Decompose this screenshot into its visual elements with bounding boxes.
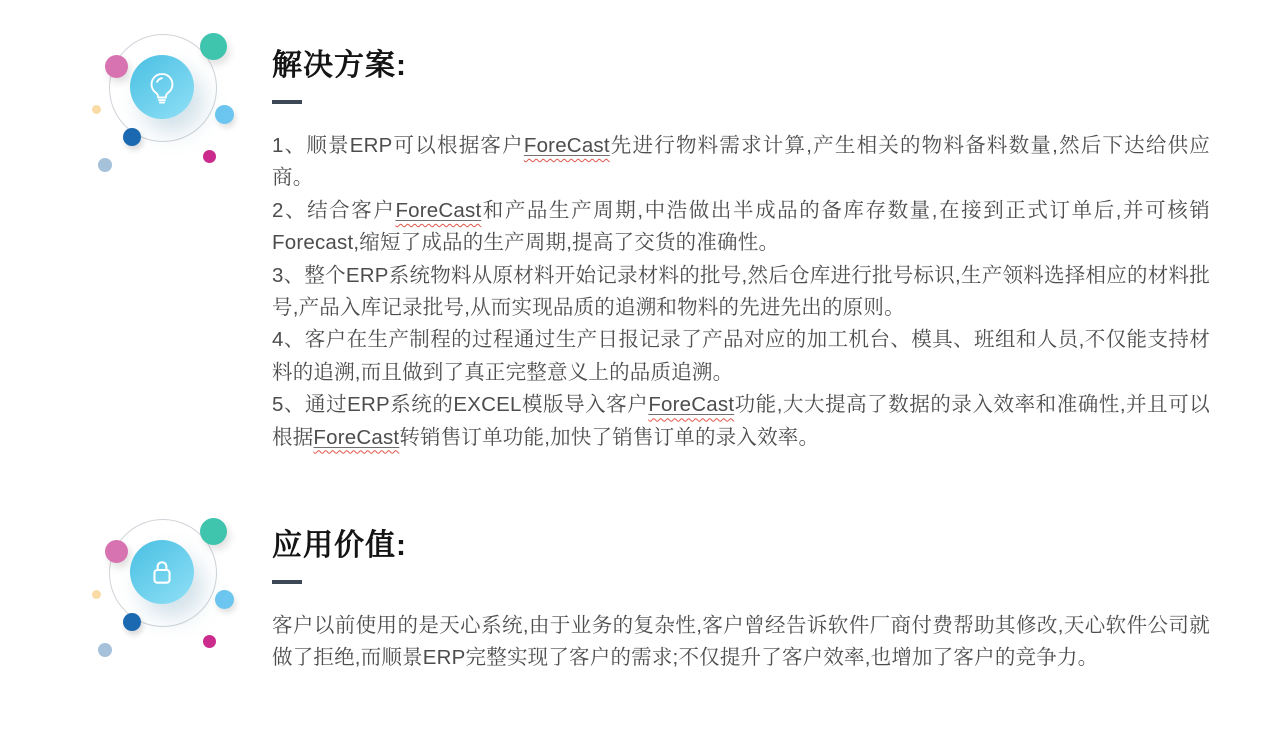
lock-icon — [143, 553, 181, 591]
decor-dot-light-blue — [215, 590, 234, 609]
decor-dot-dark-blue — [123, 128, 141, 146]
paragraph: 2、结合客户ForeCast和产品生产周期,中浩做出半成品的备库存数量,在接到正式订单后,并可核销Forecast,缩短了成品的生产周期,提高了交货的准确性。 — [272, 198, 1210, 255]
title-dash — [272, 100, 302, 104]
misspelled-word: ForeCast — [395, 198, 482, 222]
badge-circle — [130, 55, 194, 119]
decor-dot-yellow — [92, 590, 101, 599]
misspelled-word: ForeCast — [313, 425, 400, 449]
lightbulb-icon — [143, 68, 181, 106]
decor-dot-teal — [200, 33, 227, 60]
decor-dot-teal — [200, 518, 227, 545]
value-badge — [80, 500, 280, 680]
solution-content — [272, 48, 1210, 454]
badge-circle — [130, 540, 194, 604]
decor-dot-pink — [105, 540, 128, 563]
solution-paragraphs — [272, 130, 1210, 454]
decor-dot-yellow — [92, 105, 101, 114]
solution-badge — [80, 15, 280, 195]
decor-dot-light-blue — [215, 105, 234, 124]
title-dash — [272, 580, 302, 584]
value-content — [272, 528, 1210, 675]
decor-dot-magenta — [203, 635, 216, 648]
decor-dot-steel — [98, 158, 112, 172]
value-paragraphs — [272, 610, 1210, 675]
paragraph: 4、客户在生产制程的过程通过生产日报记录了产品对应的加工机台、模具、班组和人员,不仅能支持材料的追溯,而且做到了真正完整意义上的品质追溯。 — [272, 328, 1210, 384]
decor-dot-dark-blue — [123, 613, 141, 631]
section-title: 应用价值: — [272, 529, 407, 562]
misspelled-word: ForeCast — [523, 134, 610, 157]
decor-dot-magenta — [203, 150, 216, 163]
paragraph: 5、通过ERP系统的EXCEL模版导入客户ForeCast功能,大大提高了数据的录入效率和准确性,并且可以根据ForeCast转销售订单功能,加快了销售订单的录入效率。 — [272, 393, 1210, 449]
paragraph: 1、顺景ERP可以根据客户ForeCast先进行物料需求计算,产生相关的物料备料数量,然后下达给供应商。 — [272, 134, 1210, 190]
misspelled-word: ForeCast — [648, 393, 735, 417]
paragraph: 3、整个ERP系统物料从原材料开始记录材料的批号,然后仓库进行批号标识,生产领料选择相应的材料批号,产品入库记录批号,从而实现品质的追溯和物料的先进先出的原则。 — [272, 263, 1210, 320]
section-title: 解决方案: — [272, 49, 407, 82]
decor-dot-steel — [98, 643, 112, 657]
paragraph: 客户以前使用的是天心系统,由于业务的复杂性,客户曾经告诉软件厂商付费帮助其修改,天心软件公司就做了拒绝,而顺景ERP完整实现了客户的需求;不仅提升了客户效率,也增加了客户的竞争力。 — [272, 614, 1210, 670]
decor-dot-pink — [105, 55, 128, 78]
